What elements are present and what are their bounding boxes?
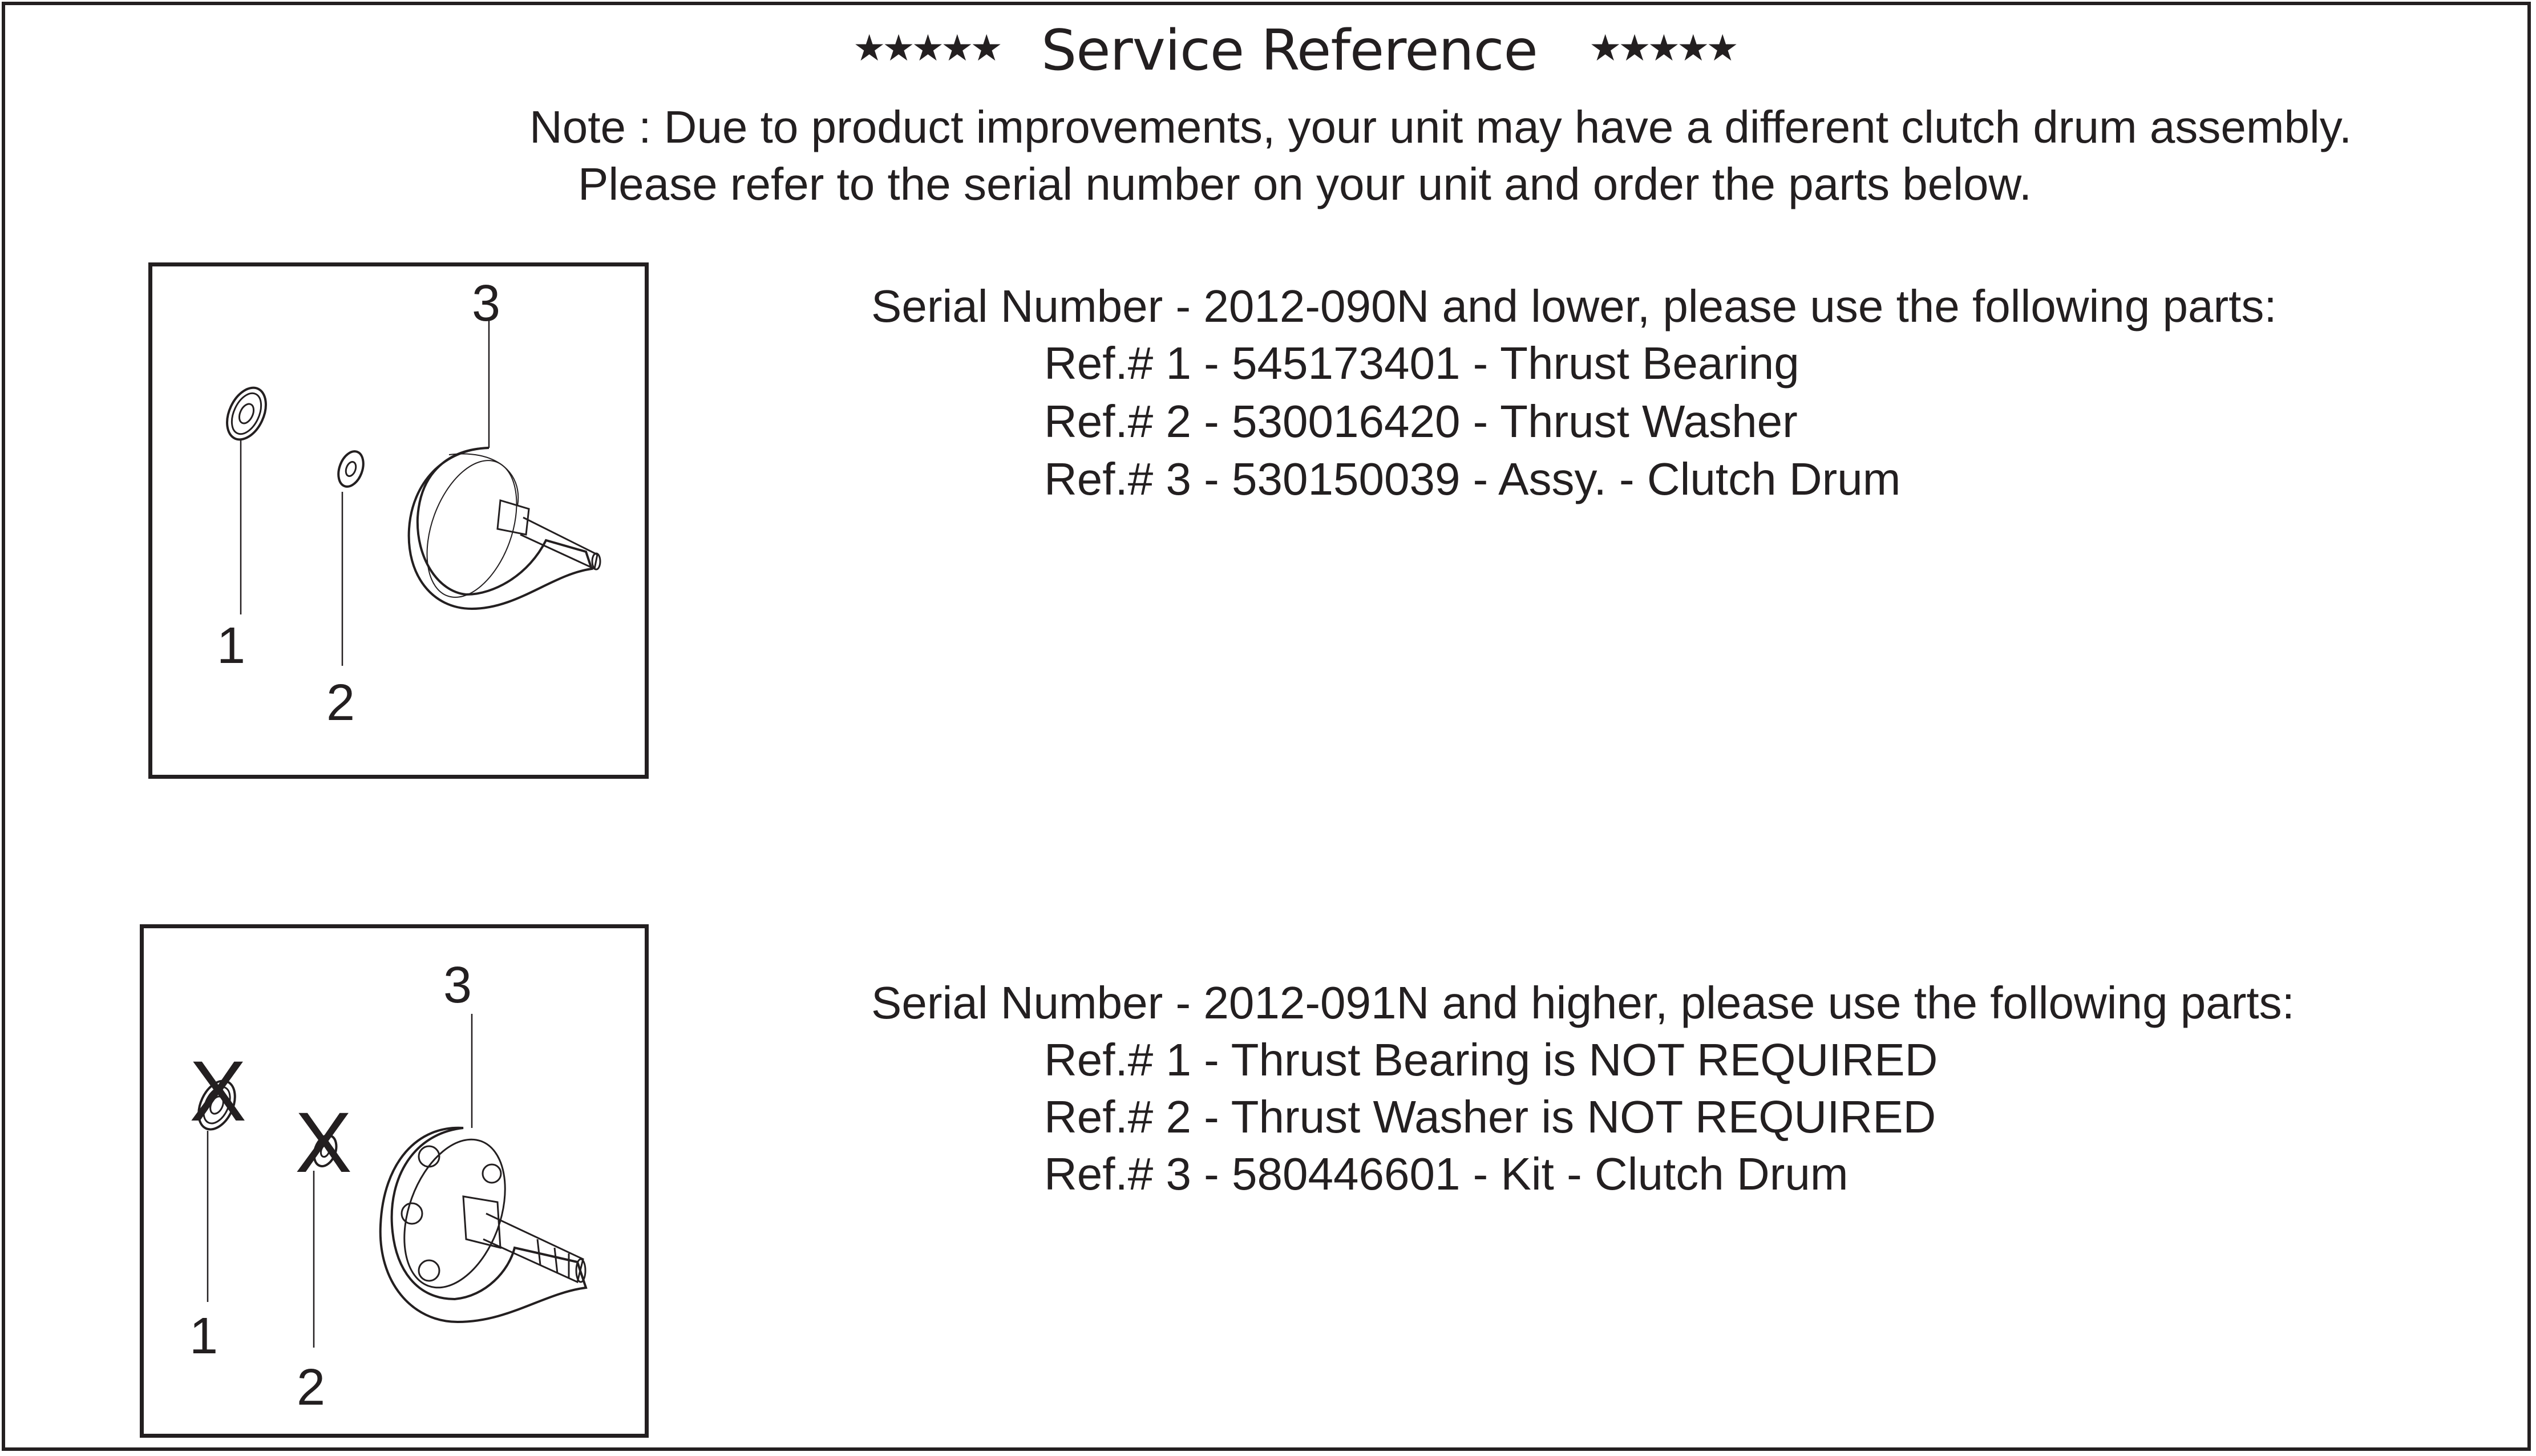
- stars-left: ★★★★★: [853, 27, 1000, 68]
- section2-item-1: Ref.# 1 - Thrust Bearing is NOT REQUIRED: [1044, 1034, 1938, 1085]
- section2-item-2: Ref.# 2 - Thrust Washer is NOT REQUIRED: [1044, 1091, 1936, 1142]
- cross-mark-1: X: [189, 1043, 247, 1139]
- callout-3: 3: [472, 275, 501, 332]
- note-line-2: Please refer to the serial number on your unit and order the parts below.: [578, 159, 2032, 209]
- cross-mark-2: X: [295, 1094, 353, 1190]
- callout-1: 1: [217, 617, 246, 674]
- callout-3: 3: [443, 957, 472, 1014]
- section2-item-3: Ref.# 3 - 580446601 - Kit - Clutch Drum: [1044, 1148, 1849, 1199]
- diagram-panel-new: [140, 924, 649, 1438]
- clutch-drum-part: [409, 448, 600, 609]
- page-title: Service Reference: [1041, 18, 1538, 83]
- thrust-bearing-part: [220, 382, 274, 446]
- stars-right: ★★★★★: [1589, 27, 1736, 68]
- section1-item-3: Ref.# 3 - 530150039 - Assy. - Clutch Drum: [1044, 454, 1901, 504]
- clutch-drum-old-diagram: [152, 266, 653, 783]
- section1-item-2: Ref.# 2 - 530016420 - Thrust Washer: [1044, 396, 1798, 447]
- diagram-panel-old: [148, 262, 649, 779]
- section2-heading: Serial Number - 2012-091N and higher, please use the following parts:: [871, 977, 2295, 1028]
- clutch-drum-new-diagram: [144, 928, 653, 1442]
- thrust-washer-part: [334, 448, 367, 490]
- callout-2: 2: [297, 1359, 326, 1416]
- section1-heading: Serial Number - 2012-090N and lower, please use the following parts:: [871, 281, 2277, 331]
- callout-1: 1: [189, 1308, 219, 1365]
- note-line-1: Note : Due to product improvements, your unit may have a different clutch drum assembly.: [529, 102, 2352, 152]
- callout-2: 2: [326, 674, 355, 731]
- clutch-drum-part: [381, 1126, 586, 1322]
- section1-item-1: Ref.# 1 - 545173401 - Thrust Bearing: [1044, 338, 1799, 389]
